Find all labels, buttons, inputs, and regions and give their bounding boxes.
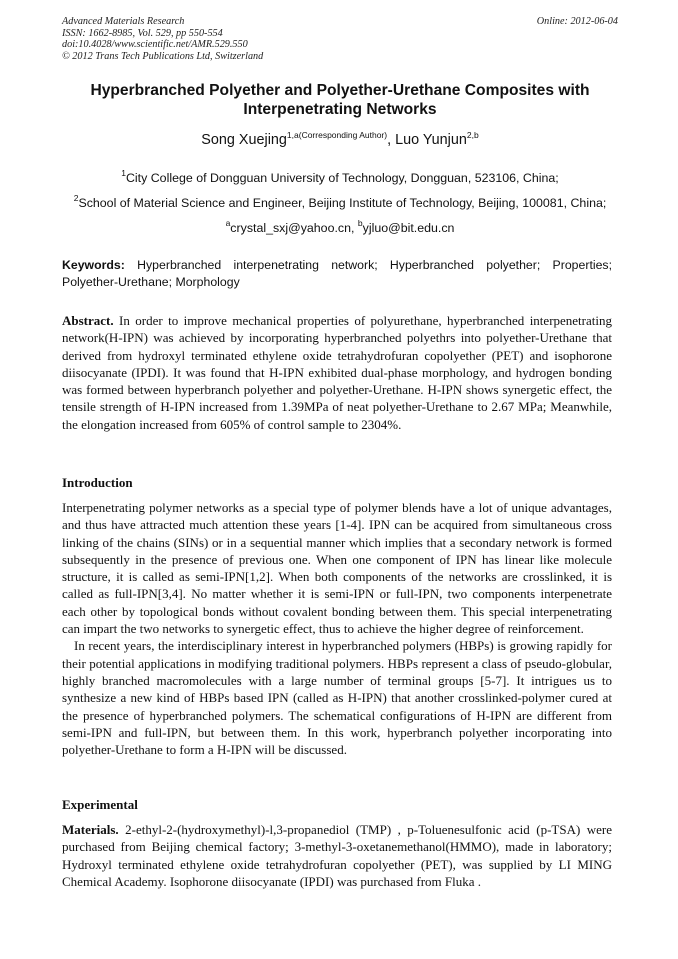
issn-line: ISSN: 1662-8985, Vol. 529, pp 550-554 xyxy=(62,27,223,39)
introduction-paragraph-2: In recent years, the interdisciplinary interest in hyperbranched polymers (HBPs) is growing rapidly for their potential applications in modifying traditional polymers. HBPs represent a class of pseudo-globular, highly branched macromolecules with a large number of terminal groups [5-7]. It intrigues us to synthesize a new kind of HBPs based IPN (called as H-IPN) that another crosslinked-polymer cured at the presence of hyperbranched polymers. The schematical configurations of H-IPN are different from semi-IPN and full-IPN, but between them. In this work, hyperbranch polyether incorporating into polyether-Urethane to form a H-IPN will be discussed. xyxy=(62,638,612,758)
introduction-paragraph-1: Interpenetrating polymer networks as a special type of polymer blends have a lot of unique advantages, and thus have attracted much attention these years [1-4]. IPN can be acquired from simultaneous cross linking of the chains (SINs) or in a sequential manner which implies that a secondary network is formed subsequently in the presence of previous one. When one component of IPN has linear like molecule structure, it is called as semi-IPN[1,2]. When both components of the networks are crosslinked, it is called as full-IPN[3,4]. No matter whether it is semi-IPN or full-IPN, two components interpenetrate each other by topological bonds without covalent bonding between them. This special interpenetrating can impart the two networks to synergetic effect, thus to achieve the higher degree of reinforcement. xyxy=(62,500,612,637)
affiliation-1-text: City College of Dongguan University of Technology, Dongguan, 523106, China; xyxy=(125,171,559,185)
affiliation-2-text: School of Material Science and Engineer, Beijing Institute of Technology, Beijing, 100081, China; xyxy=(78,196,607,210)
introduction-body xyxy=(62,499,612,758)
author-1-name: Song Xuejing xyxy=(201,132,287,148)
paper-title xyxy=(62,81,618,119)
keywords-label: Keywords: xyxy=(62,258,125,272)
copyright-line: © 2012 Trans Tech Publications Ltd, Switzerland xyxy=(62,50,264,62)
title-line-1: Hyperbranched Polyether and Polyether-Urethane Composites with xyxy=(90,82,590,99)
author-emails xyxy=(62,218,618,235)
keywords-text: Hyperbranched interpenetrating network; Hyperbranched polyether; Properties; Polyether-Urethane; Morphology xyxy=(62,258,612,289)
abstract-section xyxy=(62,312,612,433)
email-b-mark: b xyxy=(357,218,363,228)
author-2-affiliation-mark: 2,b xyxy=(466,130,479,140)
email-a-link[interactable]: crystal_sxj@yahoo.cn, xyxy=(230,221,355,235)
abstract-label: Abstract. xyxy=(62,313,114,328)
author-1-affiliation-mark: 1,a(Corresponding Author) xyxy=(286,130,388,140)
journal-name: Advanced Materials Research xyxy=(62,16,185,27)
title-line-2: Interpenetrating Networks xyxy=(243,101,437,118)
keywords-section xyxy=(62,257,612,291)
author-separator: , xyxy=(387,132,396,148)
affiliation-2-mark: 2 xyxy=(73,193,79,203)
doi-line: doi:10.4028/www.scientific.net/AMR.529.550 xyxy=(62,39,248,51)
email-b-link[interactable]: yjluo@bit.edu.cn xyxy=(362,221,455,235)
journal-header xyxy=(62,16,618,62)
abstract-text: In order to improve mechanical properties of polyurethane, hyperbranched interpenetrating network(H-IPN) was achieved by incorporating hyperbranched polyethrs into polyether-Urethane that derived from hydroxyl terminated ethylene oxide tetrahydrofuran copolyether (PET) and isophorone diisocyanate (IPDI). It was found that H-IPN exhibited dual-phase morphology, and hydrogen bonding was formed between hyperbranch polyether and polyether-Urethane. H-IPN shows synergetic effect, the tensile strength of H-IPN increased from 1.39MPa of neat polyether-Urethane to 2.67 MPa; Meanwhile, the elongation increased from 605% of control sample to 2304%. xyxy=(62,313,612,432)
online-date: Online: 2012-06-04 xyxy=(536,16,618,27)
experimental-heading: Experimental xyxy=(62,797,138,812)
author-2-name: Luo Yunjun xyxy=(395,132,467,148)
author-list xyxy=(62,130,618,148)
affiliation-1-mark: 1 xyxy=(121,168,126,178)
materials-text: 2-ethyl-2-(hydroxymethyl)-l,3-propanediol (TMP) , p-Toluenesulfonic acid (p-TSA) were purchased from Beijing chemical factory; 3-methyl-3-oxetanemethanol(HMMO), made in laboratory; Hydroxyl terminated ethylene oxide tetrahydrofuran copolyether (PET), was supplied by LI MING Chemical Academy. Isophorone diisocyanate (IPDI) was purchased from Fluka . xyxy=(62,822,612,889)
email-a-mark: a xyxy=(225,218,231,228)
introduction-heading: Introduction xyxy=(62,475,133,490)
affiliation-2 xyxy=(62,193,618,210)
materials-paragraph xyxy=(62,821,612,890)
affiliation-1 xyxy=(62,168,618,185)
materials-label: Materials. xyxy=(62,822,119,837)
